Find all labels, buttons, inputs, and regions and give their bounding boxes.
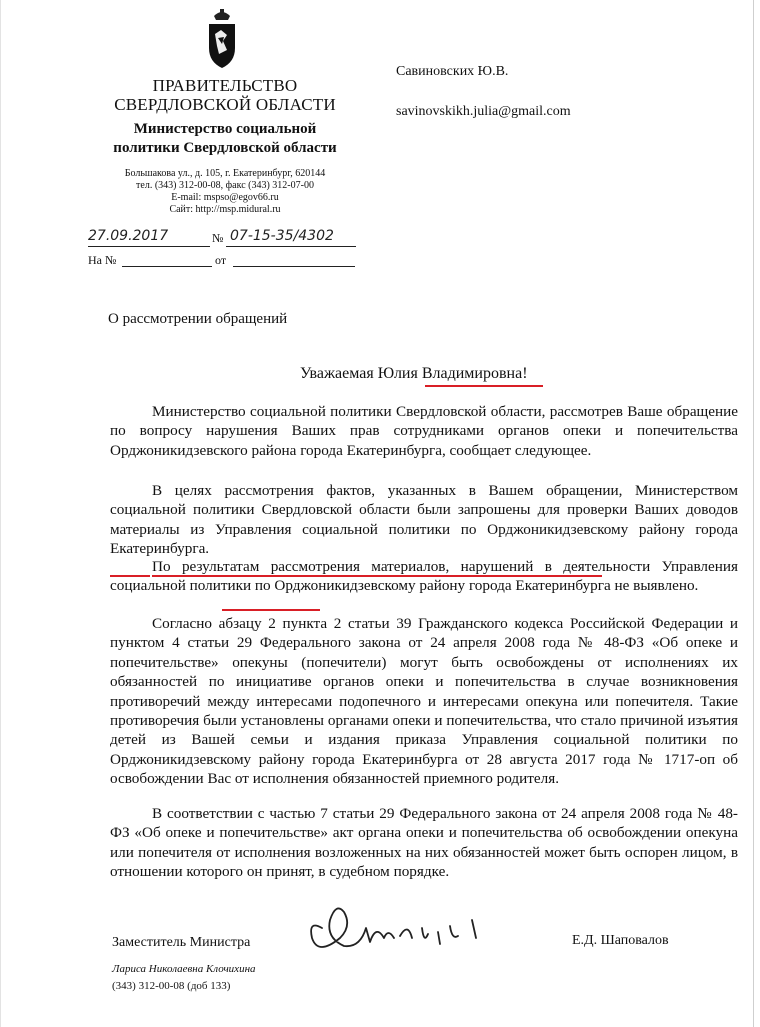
recipient-email: savinovskikh.julia@gmail.com (396, 104, 571, 119)
recipient-name: Савиновских Ю.В. (396, 64, 509, 79)
greeting: Уважаемая Юлия Владимировна! (300, 365, 528, 382)
paragraph-appeal: В соответствии с частью 7 статьи 29 Федерального закона от 24 апреля 2008 года № 48-ФЗ «Об опеке и попечительстве» акт органа опеки и попечительства об освобождении опекуна или попечителя от исполнения возложенных на них обязанностей может быть оспорен лицом, в отношении которого он принят, в судебном порядке. (110, 805, 738, 881)
outgoing-date-number-row (88, 228, 358, 250)
page-left-edge (0, 0, 1, 1027)
signatory-name: Е.Д. Шаповалов (572, 933, 669, 948)
ministry-name-line2: политики Свердловской области (113, 140, 337, 156)
government-title-line2: СВЕРДЛОВСКОЙ ОБЛАСТИ (114, 95, 336, 114)
ministry-name-line1: Министерство социальной (133, 121, 317, 137)
website-line: Сайт: http://msp.midural.ru (169, 204, 281, 215)
signatory-position: Заместитель Министра (112, 935, 251, 950)
reference-number-line (122, 266, 212, 267)
paragraph-intro: Министерство социальной политики Свердловской области, рассмотрев Ваше обращение по вопросу нарушения Ваших прав сотрудниками органов опеки и попечительства Орджоникидзевского района города Екатеринбурга, сообщает следующее. (110, 403, 738, 459)
government-title-line1: ПРАВИТЕЛЬСТВО (152, 76, 298, 95)
phone-line: тел. (343) 312-00-08, факс (343) 312-07-00 (136, 180, 314, 191)
reference-number-label: На № (88, 253, 117, 267)
highlight-underline (222, 609, 320, 611)
paragraph-request: В целях рассмотрения фактов, указанных в Вашем обращении, Министерством социальной политики Свердловской области были запрошены для проверки Ваших доводов материалы из Управления социальной политики по Орджоникидзевскому району города Екатеринбурга. (110, 482, 738, 558)
executor-phone: (343) 312-00-08 (доб 133) (112, 980, 231, 992)
page-right-edge (753, 0, 754, 1027)
number-label: № (212, 231, 224, 245)
letter-subject: О рассмотрении обращений (108, 311, 288, 327)
paragraph-legal-basis: Согласно абзацу 2 пункта 2 статьи 39 Гражданского кодекса Российской Федерации и пунктом 4 статьи 29 Федерального закона от 24 апреля 2008 года № 48-ФЗ «Об опеке и попечительстве» опекуны (попечители) могут быть освобождены от исполнениях их обязанностей по инициативе органов опеки и попечительства в случае возникновения противоречий между интересами подопечного и интересами опекуна или попечителя. Такие противоречия были установлены органами опеки и попечительства, что стало причиной изъятия детей из Вашей семьи и издания приказа Управления социальной политики по Орджоникидзевскому району города Екатеринбурга от 28 августа 2017 года № 1717-оп об освобождении Вас от исполнения обязанностей приемного родителя. (110, 615, 738, 788)
outgoing-date: 27.09.2017 (88, 228, 169, 244)
paragraph-result: По результатам рассмотрения материалов, нарушений в деятельности Управления социальной политики по Орджоникидзевскому району города Екатеринбурга не выявлено. (110, 558, 738, 595)
number-underline (226, 246, 356, 247)
date-underline (88, 246, 210, 247)
highlight-underline (152, 575, 602, 577)
highlight-underline (425, 385, 543, 387)
reference-date-label: от (215, 253, 227, 267)
reference-date-line (233, 266, 355, 267)
highlight-underline (110, 575, 150, 577)
email-line: E-mail: mspso@egov66.ru (171, 192, 279, 203)
outgoing-number: 07-15-35/4302 (230, 228, 334, 244)
coat-of-arms-icon (205, 8, 239, 72)
handwritten-signature (300, 898, 520, 962)
address-line: Большакова ул., д. 105, г. Екатеринбург, 620144 (124, 168, 326, 179)
executor-name: Лариса Николаевна Клочихина (112, 963, 256, 975)
